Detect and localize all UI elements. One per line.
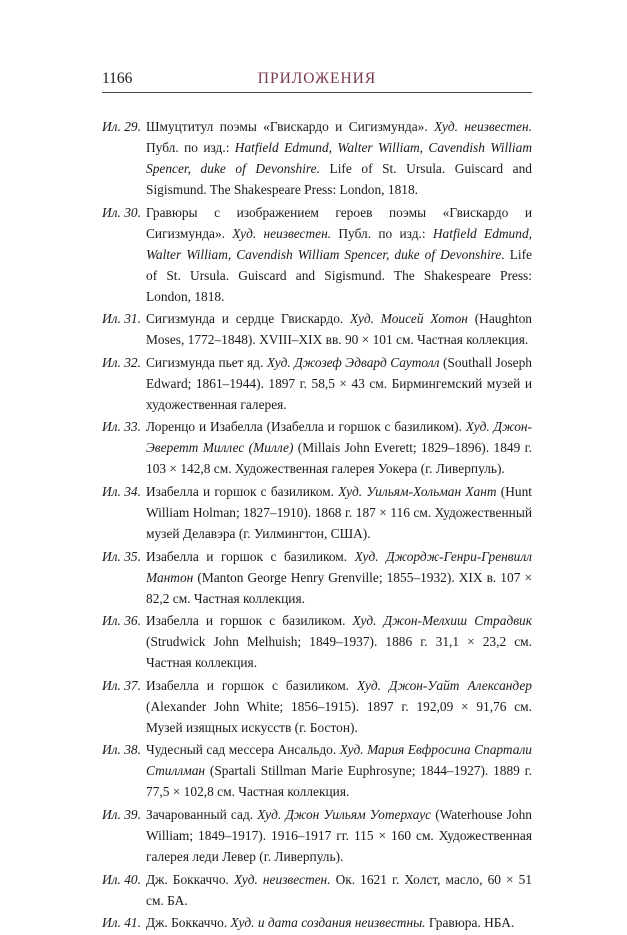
entry-text: Сигизмунда и сердце Гвискардо. — [146, 311, 351, 327]
entry-label: Ил. 39. — [102, 806, 141, 822]
entry-text: Изабелла и горшок с базиликом. — [146, 677, 358, 693]
entry-label: Ил. 36. — [102, 613, 141, 629]
entry-text: (Alexander John White; 1856–1915). 1897 г. 192,09 × 91,76 см. Музей изящных искусств (г. Бостон). — [146, 698, 532, 735]
entry-italic-text: Hatfield Edmund, Walter William, Cavendish William Spencer, duke of Devonshire. — [146, 225, 532, 262]
illustration-entry — [102, 202, 532, 307]
entry-italic-text: Худ. Джон-Уайт Александер — [357, 677, 533, 693]
entry-italic-text: Худ. Мария Евфросина Спартали Стиллман — [146, 742, 532, 779]
entry-italic-text: Худ. Моисей Хотон — [350, 311, 468, 327]
entry-label: Ил. 38. — [102, 742, 141, 758]
entry-text: Изабелла и горшок с базиликом. — [146, 483, 339, 499]
entry-text: (Millais John Everett; 1829–1896). 1849 г. 103 × 142,8 см. Художественная галерея Уокера (г. Ливерпуль). — [146, 440, 532, 477]
entry-text: (Hunt William Holman; 1827–1910). 1868 г. 187 × 116 см. Художественный музей Делавэра (г. Уилмингтон, США). — [146, 483, 532, 541]
entry-label: Ил. 29. — [102, 119, 141, 134]
entry-italic-text: Худ. неизвестен. — [232, 225, 332, 241]
entry-label: Ил. 41. — [102, 915, 141, 931]
illustration-entry — [102, 675, 532, 738]
entry-text: Изабелла и горшок с базиликом. — [146, 548, 355, 564]
entry-text: (Southall Joseph Edward; 1861–1944). 1897 г. 58,5 × 43 см. Бирмингемский музей и художественная галерея. — [146, 354, 532, 412]
illustration-entry — [102, 352, 532, 415]
entry-italic-text: Hatfield Edmund, Walter William, Cavendish William Spencer, duke of Devonshire. — [146, 140, 532, 176]
entry-label: Ил. 30. — [102, 204, 141, 220]
entry-text: Ок. 1621 г. Холст, масло, 60 × 51 см. БА. — [146, 871, 533, 908]
illustration-list — [102, 116, 532, 935]
entry-italic-text: Худ. Джордж-Генри-Гренвилл Мантон — [146, 548, 532, 585]
entry-text: Life of St. Ursula. Guiscard and Sigismund. The Shakespeare Press: London, 1818. — [146, 246, 532, 304]
illustration-entry — [102, 739, 532, 802]
entry-label: Ил. 34. — [102, 483, 141, 499]
illustration-entry — [102, 546, 532, 609]
entry-text: Лоренцо и Изабелла (Изабелла и горшок с базиликом). — [146, 419, 466, 435]
entry-text: Публ. по изд.: — [331, 225, 433, 241]
entry-text: Дж. Боккаччо. — [146, 915, 231, 931]
entry-text: Дж. Боккаччо. — [146, 871, 234, 887]
entry-text: Публ. по изд.: — [146, 140, 235, 155]
entry-text: (Waterhouse John William; 1849–1917). 1916–1917 гг. 115 × 160 см. Художественная галерея леди Левер (г. Ливерпуль). — [146, 806, 532, 864]
entry-text: Чудесный сад мессера Ансальдо. — [146, 742, 340, 758]
entry-label: Ил. 32. — [102, 354, 141, 370]
entry-text: Шмуцтитул поэмы «Гвискардо и Сигизмунда». — [146, 119, 435, 134]
illustration-entry — [102, 804, 532, 867]
entry-italic-text: Худ. Уильям-Хольман Хант — [338, 483, 497, 499]
illustration-entry — [102, 869, 532, 911]
entry-italic-text: Худ. Джон-Эверетт Миллес (Милле) — [146, 419, 532, 456]
entry-text: Гравюры с изображением героев поэмы «Гвискардо и Сигизмунда». — [146, 204, 532, 241]
page-header — [102, 62, 532, 92]
entry-italic-text: Худ. и дата создания неизвестны. — [230, 915, 426, 931]
header-rule — [102, 92, 532, 93]
illustration-entry — [102, 416, 532, 479]
entry-label: Ил. 33. — [102, 419, 141, 435]
entry-text: (Strudwick John Melhuish; 1849–1937). 1886 г. 31,1 × 23,2 см. Частная коллекция. — [146, 634, 532, 671]
entry-italic-text: Худ. неизвестен. — [233, 871, 331, 887]
illustration-entry — [102, 912, 532, 933]
entry-label: Ил. 35. — [102, 548, 141, 564]
illustration-entry — [102, 116, 532, 200]
entry-text: Гравюра. НБА. — [425, 915, 515, 931]
entry-italic-text: Худ. Джон Уильям Уотерхаус — [257, 806, 432, 822]
running-title: ПРИЛОЖЕНИЯ — [257, 70, 377, 87]
illustration-entry — [102, 610, 532, 673]
entry-text: Изабелла и горшок с базиликом. — [146, 613, 353, 629]
entry-text: Life of St. Ursula. Guiscard and Sigismund. The Shakespeare Press: London, 1818. — [146, 161, 533, 197]
entry-label: Ил. 31. — [102, 311, 141, 327]
entry-text: (Haughton Moses, 1772–1848). XVIII–XIX вв. 90 × 101 см. Частная коллекция. — [146, 311, 532, 348]
entry-italic-text: Худ. Джозеф Эдвард Саутолл — [266, 354, 440, 370]
entry-text: (Spartali Stillman Marie Euphrosyne; 1844–1927). 1889 г. 77,5 × 102,8 см. Частная коллекция. — [146, 763, 532, 800]
entry-text: Зачарованный сад. — [146, 806, 258, 822]
entry-label: Ил. 37. — [102, 677, 141, 693]
entry-text: Сигизмунда пьет яд. — [146, 354, 267, 370]
entry-text: (Manton George Henry Grenville; 1855–1932). XIX в. 107 × 82,2 см. Частная коллекция. — [146, 569, 532, 606]
entry-label: Ил. 40. — [102, 871, 141, 887]
illustration-entry — [102, 481, 532, 544]
entry-italic-text: Худ. неизвестен. — [434, 119, 532, 134]
illustration-entry — [102, 308, 532, 350]
page-number: 1166 — [102, 70, 133, 87]
entry-italic-text: Худ. Джон-Мелхиш Страдвик — [352, 613, 532, 629]
